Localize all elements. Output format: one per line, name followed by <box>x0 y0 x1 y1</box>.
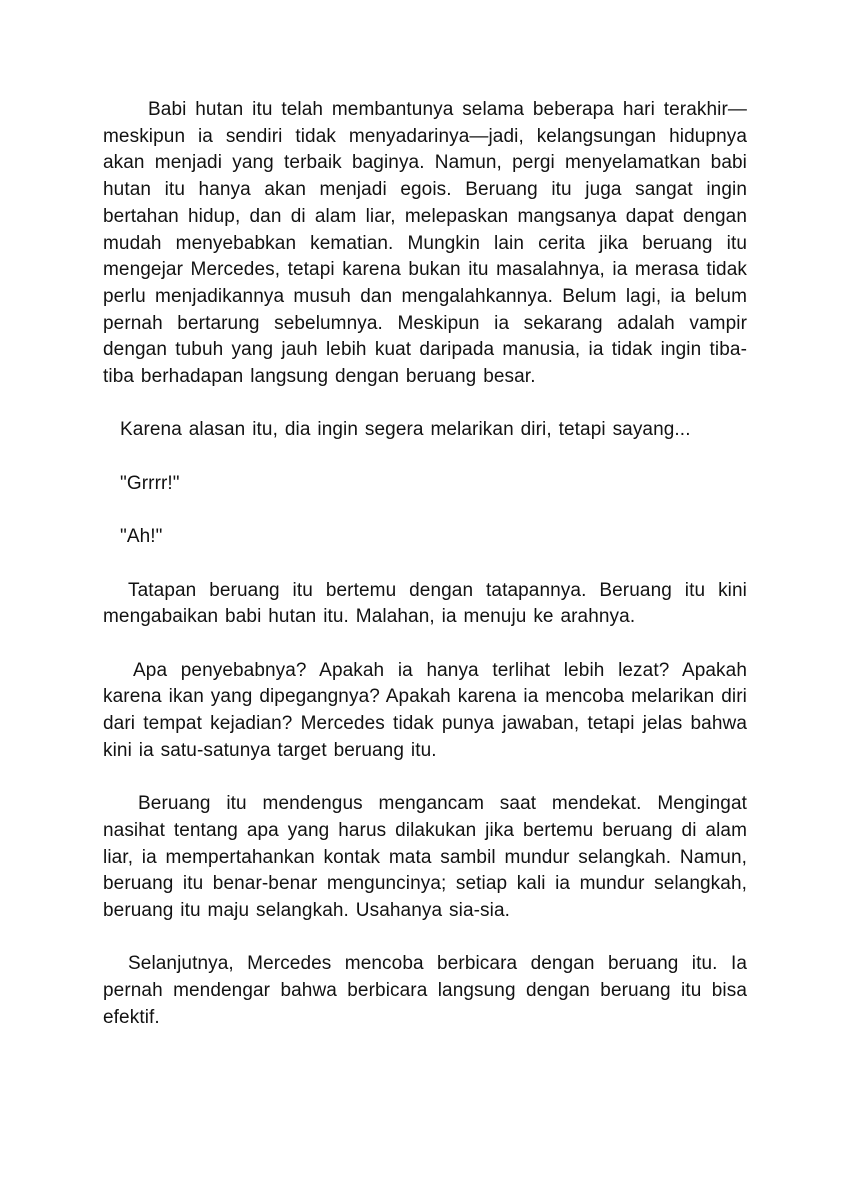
story-dialogue-line: "Grrrr!" <box>120 472 180 494</box>
story-paragraph: Karena alasan itu, dia ingin segera melarikan diri, tetapi sayang... <box>120 419 691 441</box>
story-paragraph: Tatapan beruang itu bertemu dengan tatapannya. Beruang itu kini mengabaikan babi hutan itu. Malahan, ia menuju ke arahnya. <box>103 579 747 628</box>
story-paragraph: Selanjutnya, Mercedes mencoba berbicara dengan beruang itu. Ia pernah mendengar bahwa berbicara langsung dengan beruang itu bisa efektif. <box>103 953 747 1028</box>
story-paragraph: Beruang itu mendengus mengancam saat mendekat. Mengingat nasihat tentang apa yang harus dilakukan jika bertemu beruang di alam liar, ia mempertahankan kontak mata sambil mundur selangkah. Namun, beruang itu benar-benar menguncinya; setiap kali ia mundur selangkah, beruang itu maju selangkah. Usahanya sia-sia. <box>103 793 747 921</box>
story-dialogue-line: "Ah!" <box>120 526 163 548</box>
story-paragraph: Apa penyebabnya? Apakah ia hanya terlihat lebih lezat? Apakah karena ikan yang dipegangnya? Apakah karena ia mencoba melarikan diri dari tempat kejadian? Mercedes tidak punya jawaban, tetapi jelas bahwa kini ia satu-satunya target beruang itu. <box>103 659 747 761</box>
story-paragraph: Babi hutan itu telah membantunya selama beberapa hari terakhir—meskipun ia sendiri tidak menyadarinya—jadi, kelangsungan hidupnya akan menjadi yang terbaik baginya. Namun, pergi menyelamatkan babi hutan itu hanya akan menjadi egois. Beruang itu juga sangat ingin bertahan hidup, dan di alam liar, melepaskan mangsanya dapat dengan mudah menyebabkan kematian. Mungkin lain cerita jika beruang itu mengejar Mercedes, tetapi karena bukan itu masalahnya, ia merasa tidak perlu menjadikannya musuh dan mengalahkannya. Belum lagi, ia belum pernah bertarung sebelumnya. Meskipun ia sekarang adalah vampir dengan tubuh yang jauh lebih kuat daripada manusia, ia tidak ingin tiba-tiba berhadapan langsung dengan beruang besar. <box>103 99 747 388</box>
